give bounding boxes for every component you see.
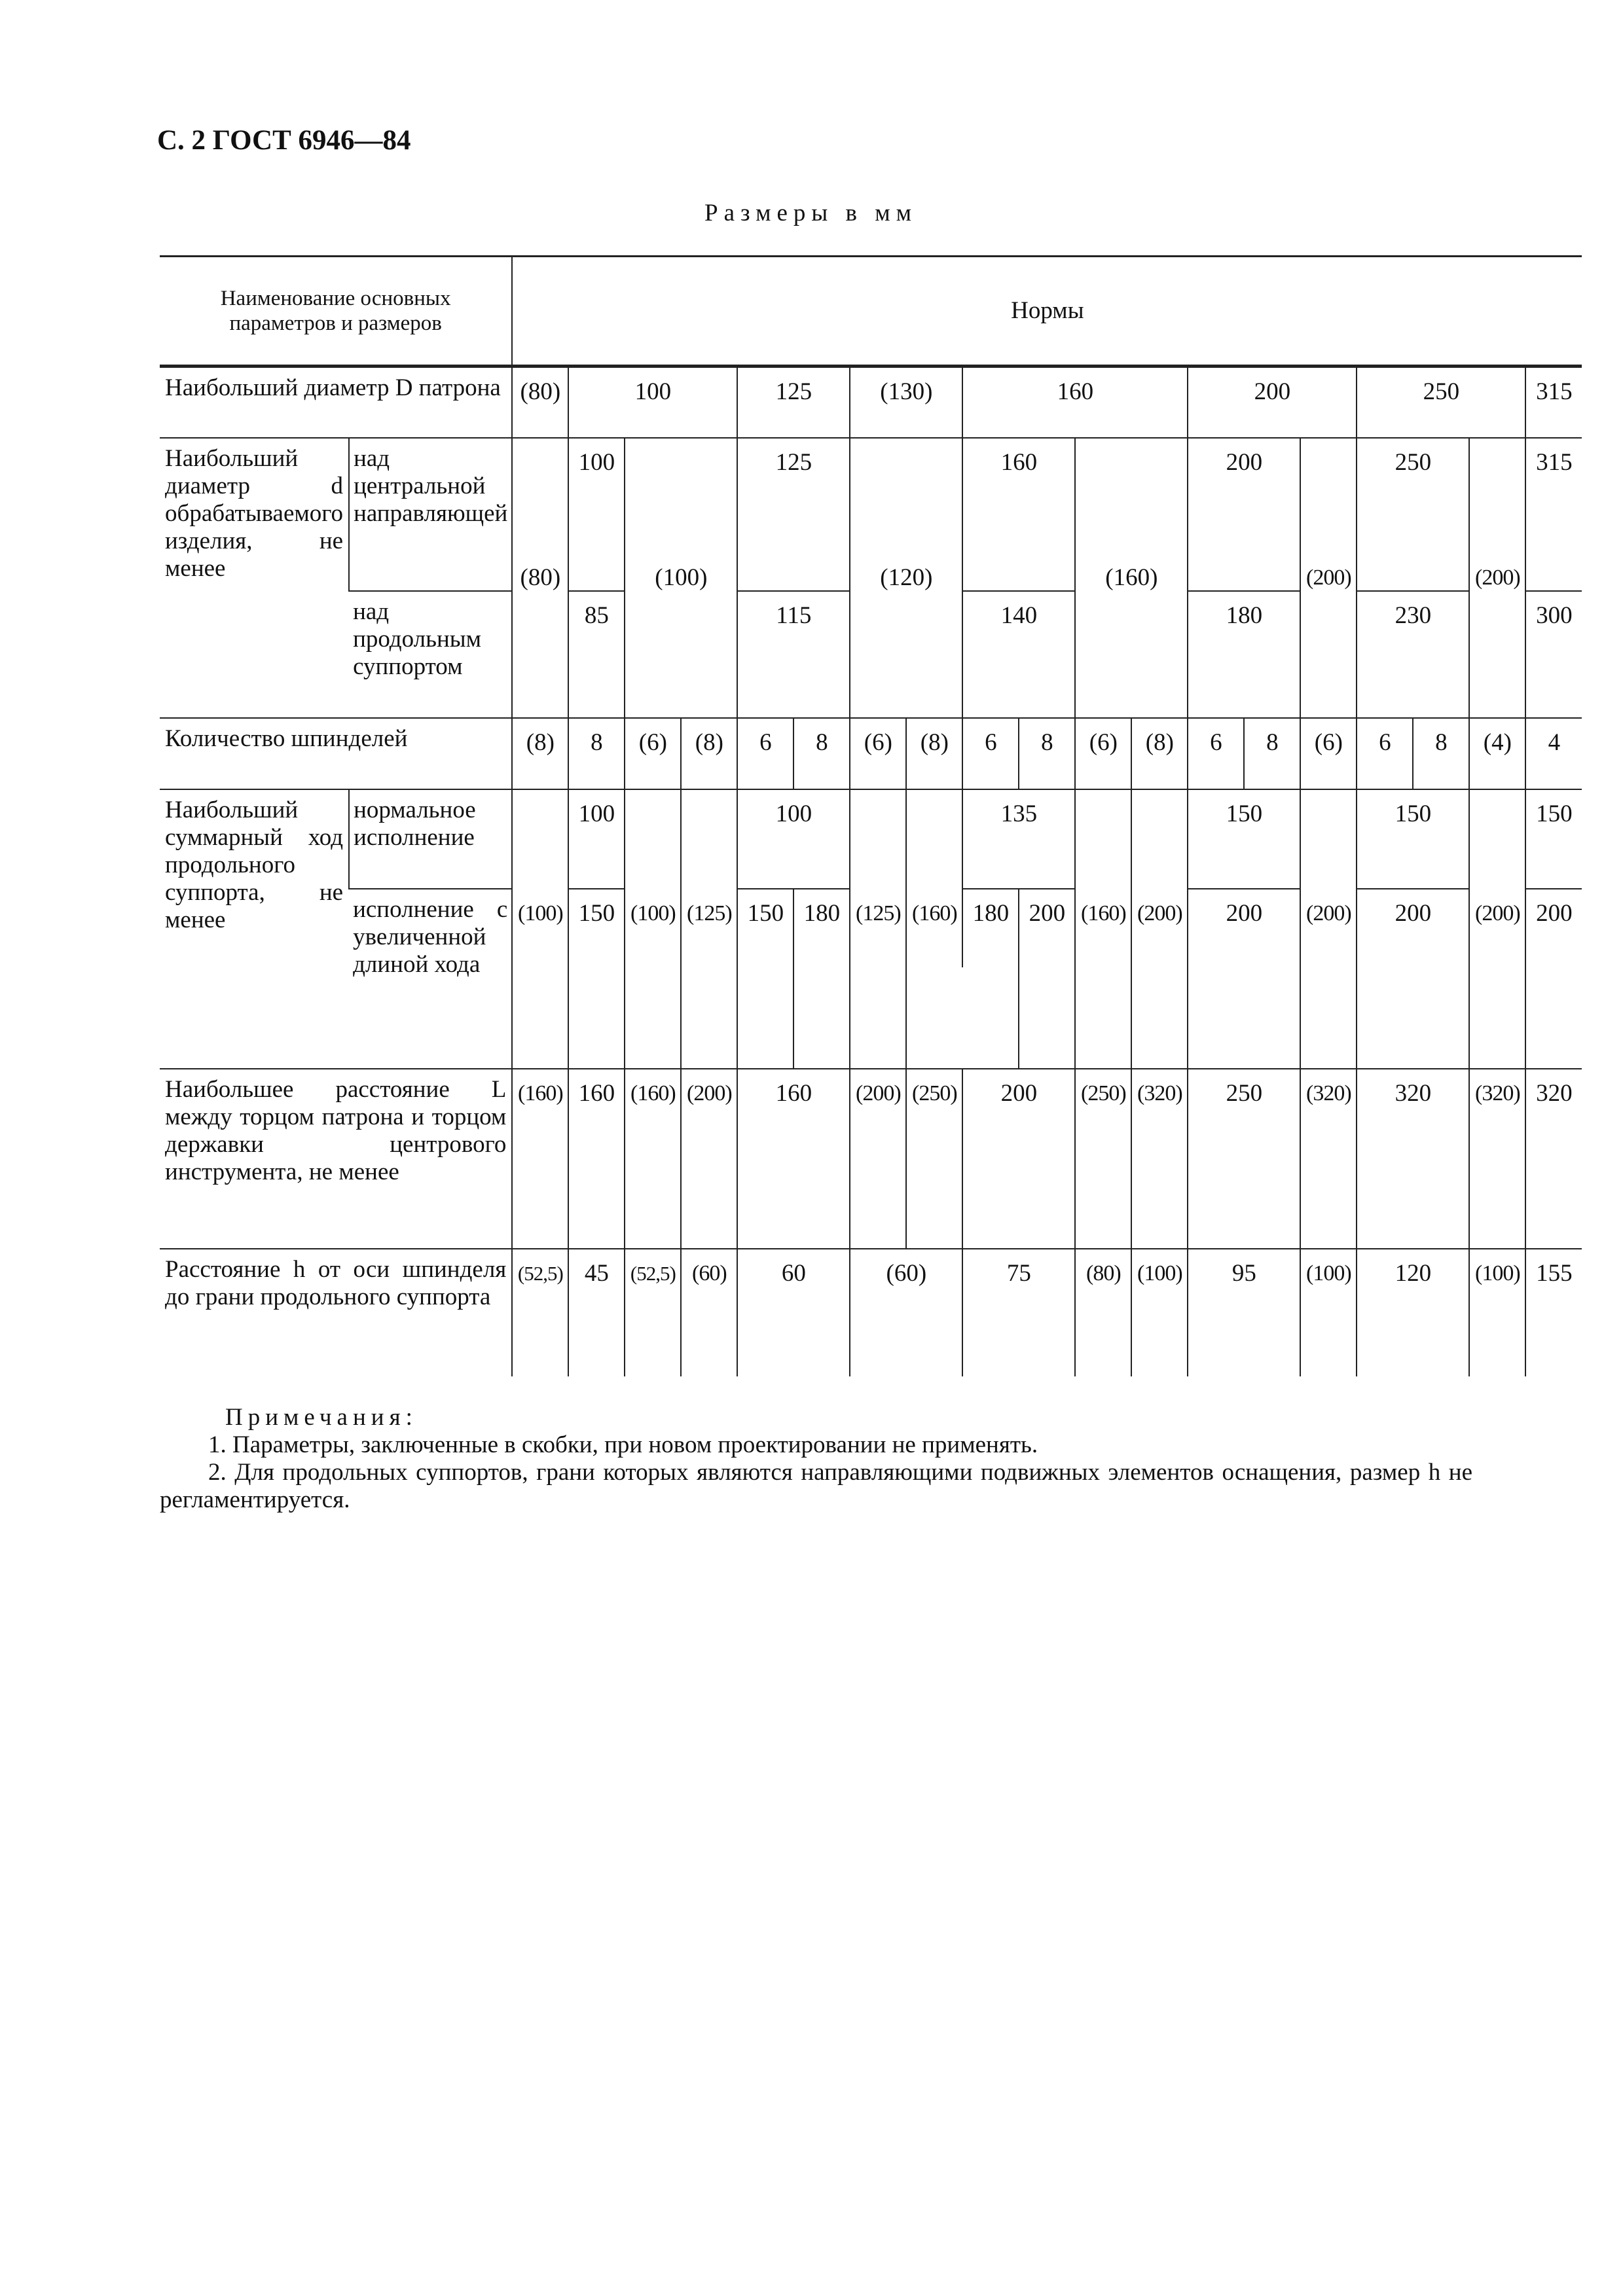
value-cell: (6) [850,718,906,789]
value-cell: 100 [737,789,850,889]
value-cell: (52,5) [512,1249,568,1376]
value-cell: (320) [1131,1069,1188,1249]
value-cell: 200 [962,1069,1075,1249]
value-cell: 150 [1357,789,1469,889]
value-cell: 315 [1525,367,1582,438]
value-cell: 180 [1188,591,1300,718]
value-cell: (52,5) [625,1249,681,1376]
value-cell: 6 [1357,718,1413,789]
value-cell: 315 [1525,438,1582,591]
value-cell: 160 [568,1069,625,1249]
value-cell: 125 [737,438,850,591]
value-cell: (4) [1469,718,1525,789]
value-cell: (80) [512,438,568,718]
row-label-distance-h: Расстояние h от оси шпинделя до грани продольного суппорта [160,1249,512,1376]
value-cell: 45 [568,1249,625,1376]
value-cell: 150 [568,889,625,1069]
value-cell: 135 [962,789,1075,889]
value-cell: 8 [1244,718,1300,789]
row-label-distance-L: Наибольшее расстояние L между торцом патрона и торцом державки центрового инструмента, не менее [160,1069,512,1249]
value-cell: (200) [1469,438,1525,718]
value-cell: 200 [1188,367,1357,438]
value-cell: 125 [737,367,850,438]
value-cell: 8 [1019,718,1075,789]
row-label-carriage-travel: Наибольший суммарный ход продольного суппорта, не менее [160,789,349,1069]
value-cell: 140 [962,591,1075,718]
value-cell: (120) [850,438,962,718]
value-cell: 60 [737,1249,850,1376]
value-cell: (250) [906,1069,962,1249]
value-cell: (160) [906,789,962,1069]
notes-title: Примечания: [225,1404,418,1431]
value-cell: (125) [681,789,737,1069]
sublabel-normal-version: нормальное исполнение [349,789,512,889]
value-cell: 320 [1357,1069,1469,1249]
value-cell: (60) [850,1249,962,1376]
value-cell: (200) [681,1069,737,1249]
value-cell: (320) [1469,1069,1525,1249]
value-cell: (100) [1300,1249,1357,1376]
row-label-spindles: Количество шпинделей [160,718,512,789]
note-1: 1. Параметры, заключенные в скобки, при новом проектировании не применять. [208,1431,1038,1458]
value-cell: 200 [1357,889,1469,1069]
notes-section [160,1404,1472,1514]
value-cell: (100) [1469,1249,1525,1376]
value-cell: 150 [1188,789,1300,889]
page-header: С. 2 ГОСТ 6946—84 [157,125,411,156]
value-cell: 160 [737,1069,850,1249]
value-cell: (6) [1075,718,1131,789]
value-cell: 75 [962,1249,1075,1376]
value-cell: (200) [1469,789,1525,1069]
value-cell: (100) [625,789,681,1069]
value-cell: (8) [1131,718,1188,789]
value-cell: 8 [568,718,625,789]
sublabel-over-guide: над центральной направляющей [349,438,512,591]
empty-cell [962,967,1019,1069]
value-cell: 115 [737,591,850,718]
value-cell: (160) [512,1069,568,1249]
row-label-chuck-diameter: Наибольший диаметр D патрона [160,367,512,438]
value-cell: (6) [625,718,681,789]
value-cell: 200 [1525,889,1582,1069]
value-cell: 100 [568,789,625,889]
value-cell: 250 [1357,438,1469,591]
note-2: 2. Для продольных суппортов, грани которых являются направляющими подвижных элементов оснащения, размер h не регламентируется. [160,1459,1472,1513]
value-cell: (200) [1300,438,1357,718]
value-cell: 230 [1357,591,1469,718]
value-cell: (200) [1300,789,1357,1069]
parameters-table [160,255,1582,1376]
value-cell: 95 [1188,1249,1300,1376]
value-cell: (200) [1131,789,1188,1069]
value-cell: (320) [1300,1069,1357,1249]
value-cell: 150 [1525,789,1582,889]
value-cell: (8) [906,718,962,789]
table-caption: Размеры в мм [704,200,918,226]
value-cell: (130) [850,367,962,438]
value-cell: (100) [625,438,737,718]
value-cell: 250 [1357,367,1525,438]
value-cell: (250) [1075,1069,1131,1249]
value-cell: 200 [1188,438,1300,591]
value-cell: 180 [962,889,1019,967]
value-cell: 8 [793,718,850,789]
sublabel-extended-version: исполнение с увеличенной длиной хода [349,889,512,1069]
sublabel-over-carriage: над продольным суппортом [349,591,512,718]
value-cell: (200) [850,1069,906,1249]
value-cell: 200 [1188,889,1300,1069]
value-cell: 180 [793,889,850,1069]
row-label-workpiece-diameter: Наибольший диаметр d обрабатываемого изделия, не менее [160,438,349,718]
value-cell: (8) [681,718,737,789]
value-cell: 100 [568,438,625,591]
value-cell: 150 [737,889,793,1069]
header-norms-cell: Нормы [512,257,1582,367]
value-cell: (100) [1131,1249,1188,1376]
value-cell: 120 [1357,1249,1469,1376]
value-cell: 6 [1188,718,1244,789]
value-cell: (60) [681,1249,737,1376]
value-cell: (100) [512,789,568,1069]
value-cell: 300 [1525,591,1582,718]
value-cell: 160 [962,367,1188,438]
value-cell: 160 [962,438,1075,591]
value-cell: (160) [1075,438,1188,718]
value-cell: 85 [568,591,625,718]
value-cell: (6) [1300,718,1357,789]
value-cell: 320 [1525,1069,1582,1249]
value-cell: 100 [568,367,737,438]
value-cell: (125) [850,789,906,1069]
value-cell: 6 [962,718,1019,789]
value-cell: 8 [1413,718,1469,789]
value-cell: 4 [1525,718,1582,789]
value-cell: (8) [512,718,568,789]
value-cell: 155 [1525,1249,1582,1376]
value-cell: 6 [737,718,793,789]
value-cell: (160) [625,1069,681,1249]
value-cell: (80) [1075,1249,1131,1376]
value-cell: (80) [512,367,568,438]
value-cell: 250 [1188,1069,1300,1249]
value-cell: 200 [1019,889,1075,1069]
value-cell: (160) [1075,789,1131,1069]
header-param-cell: Наименование основных параметров и размеров [160,257,512,367]
